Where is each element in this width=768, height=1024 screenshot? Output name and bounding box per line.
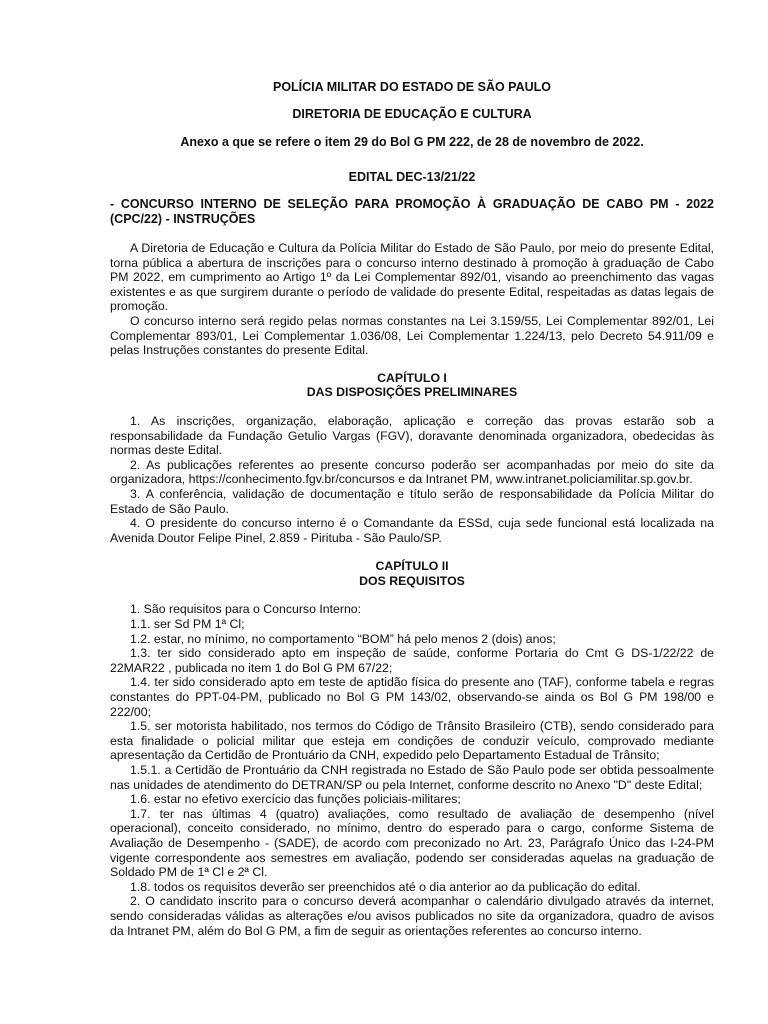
chapter-2-item: 1.1. ser Sd PM 1ª Cl; (130, 617, 245, 632)
concurso-title: - CONCURSO INTERNO DE SELEÇÃO PARA PROMOÇÃO À GRADUAÇÃO DE CABO PM - 2022 (CPC/22) - INSTRUÇÕES (110, 197, 714, 226)
chapter-2-item: 1. São requisitos para o Concurso Interno: (130, 602, 362, 617)
chapter-2-item: 1.5.1. a Certidão de Prontuário da CNH registrada no Estado de São Paulo pode ser obtida pessoalmente nas unidades de atendimento do DETRAN/SP ou pela Internet, conforme descrito no Anexo "D" deste Edital; (110, 763, 714, 792)
header-institution: POLÍCIA MILITAR DO ESTADO DE SÃO PAULO (272, 80, 551, 94)
chapter-1-title: CAPÍTULO I (377, 370, 447, 385)
chapter-2-item: 1.4. ter sido considerado apto em teste de aptidão física do presente ano (TAF), conforme tabela e regras constantes do PPT-04-PM, publicado no Bol G PM 143/02, observando-se ainda os Bol G PM 198/00 e 222/00; (110, 675, 714, 719)
chapter-1-item: 4. O presidente do concurso interno é o Comandante da ESSd, cuja sede funcional está localizada na Avenida Doutor Felipe Pinel, 2.859 - Pirituba - São Paulo/SP. (110, 516, 714, 545)
intro-paragraph: O concurso interno será regido pelas normas constantes na Lei 3.159/55, Lei Complementar 892/01, Lei Complementar 893/01, Lei Complementar 1.036/08, Lei Complementar 1.224/13, pelo Decreto 54.911/09 e pelas Instruções constantes do presente Edital. (110, 313, 714, 358)
chapter-1-subtitle: DAS DISPOSIÇÕES PRELIMINARES (306, 385, 518, 400)
header-directorate: DIRETORIA DE EDUCAÇÃO E CULTURA (292, 107, 532, 121)
chapter-2-item: 2. O candidato inscrito para o concurso deverá acompanhar o calendário divulgado através da internet, sendo consideradas válidas as alterações e/ou avisos publicados no site da organizadora, quadro de avisos da Intranet PM, além do Bol G PM, a fim de seguir as orientações referentes ao concurso interno. (110, 894, 714, 938)
chapter-2-item: 1.7. ter nas últimas 4 (quatro) avaliações, como resultado de avaliação de desempenho (nível operacional), conceito considerado, no mínimo, dentro do esperado para o cargo, conforme Sistema de Avaliação de Desempenho - (SADE), de acordo com preconizado no Art. 23, Parágrafo Único das I-24-PM vigente correspondente aos semestres em avaliação, podendo ser consideradas aquelas na graduação de Soldado PM de 1ª Cl e 2ª Cl. (110, 806, 714, 880)
chapter-2-item: 1.5. ser motorista habilitado, nos termos do Código de Trânsito Brasileiro (CTB), sendo considerado para esta finalidade o policial militar que esteja em condições de conduzir veículo, comprovado mediante apresentação da Certidão de Prontuário da CNH, expedido pelo Departamento Estadual de Trânsito; (110, 719, 714, 763)
chapter-2-item: 1.8. todos os requisitos deverão ser preenchidos até o dia anterior ao da publicação do edital. (130, 879, 641, 894)
chapter-2-title: CAPÍTULO II (375, 559, 449, 574)
chapter-1-item: 3. A conferência, validação de documentação e título serão de responsabilidade da Polícia Militar do Estado de São Paulo. (110, 486, 714, 516)
chapter-1-item: 2. As publicações referentes ao presente concurso poderão ser acompanhadas por meio do site da organizadora, https://conhecimento.fgv.br/concursos e da Intranet PM, www.intranet.policiamilitar.sp.gov.br. (110, 457, 714, 487)
chapter-1-item: 1. As inscrições, organização, elaboração, aplicação e correção das provas estarão sob a responsabilidade da Fundação Getulio Vargas (FGV), doravante denominada organizadora, obedecidas às normas deste Edital. (110, 413, 714, 458)
chapter-2-item: 1.6. estar no efetivo exercício das funções policiais-militares; (130, 792, 461, 807)
chapter-2-item: 1.3. ter sido considerado apto em inspeção de saúde, conforme Portaria do Cmt G DS-1/22/22 de 22MAR22 , publicada no item 1 do Bol G PM 67/22; (110, 646, 714, 675)
edital-title: EDITAL DEC-13/21/22 (348, 170, 476, 184)
document-page (110, 80, 714, 938)
intro-paragraph: A Diretoria de Educação e Cultura da Polícia Militar do Estado de São Paulo, por meio do presente Edital, torna pública a abertura de inscrições para o concurso interno destinado à promoção à graduação de Cabo PM 2022, em cumprimento ao Artigo 1º da Lei Complementar 892/01, visando ao preenchimento das vagas existentes e as que surgirem durante o período de validade do presente Edital, respeitadas as datas legais de promoção. (110, 241, 714, 314)
chapter-2-subtitle: DOS REQUISITOS (359, 573, 465, 588)
chapter-2-item: 1.2. estar, no mínimo, no comportamento “BOM” há pelo menos 2 (dois) anos; (130, 631, 556, 646)
header-annex-reference: Anexo a que se refere o item 29 do Bol G PM 222, de 28 de novembro de 2022. (180, 135, 644, 149)
